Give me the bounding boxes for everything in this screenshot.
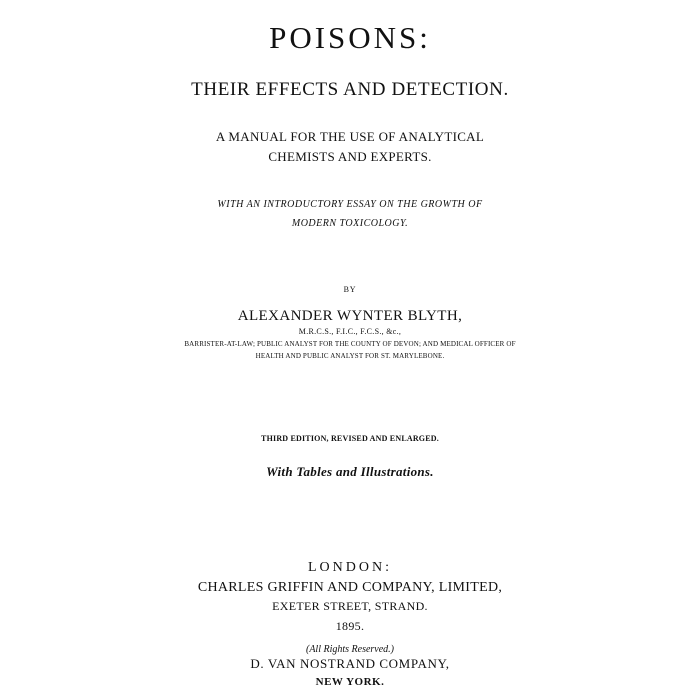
essay-line-2: MODERN TOXICOLOGY.: [291, 218, 409, 229]
book-title: POISONS:: [269, 20, 431, 55]
author-credentials-line-2: HEALTH AND PUBLIC ANALYST FOR ST. MARYLEBONE.: [255, 352, 445, 360]
by-label: BY: [343, 285, 357, 294]
author-credentials-line-1: BARRISTER-AT-LAW; PUBLIC ANALYST FOR THE COUNTY OF DEVON; AND MEDICAL OFFICER OF: [184, 340, 516, 348]
copublisher-city: NEW YORK.: [315, 676, 385, 688]
imprint-year: 1895.: [335, 619, 365, 633]
essay-line-1: WITH AN INTRODUCTORY ESSAY ON THE GROWTH OF: [217, 199, 483, 210]
description-line-2: CHEMISTS AND EXPERTS.: [268, 149, 432, 164]
imprint-city: LONDON:: [308, 560, 392, 575]
rights-statement: (All Rights Reserved.): [305, 644, 395, 655]
description-line-1: A MANUAL FOR THE USE OF ANALYTICAL: [215, 129, 485, 144]
imprint-publisher: CHARLES GRIFFIN AND COMPANY, LIMITED,: [197, 580, 503, 595]
copublisher-name: D. VAN NOSTRAND COMPANY,: [250, 656, 450, 671]
imprint-street: EXETER STREET, STRAND.: [272, 599, 428, 613]
author-name: ALEXANDER WYNTER BLYTH,: [237, 308, 463, 324]
book-subtitle: THEIR EFFECTS AND DETECTION.: [191, 79, 509, 100]
edition-statement: THIRD EDITION, REVISED AND ENLARGED.: [261, 434, 439, 443]
author-degrees: M.R.C.S., F.I.C., F.C.S., &c.,: [298, 327, 402, 336]
illustrations-statement: With Tables and Illustrations.: [266, 464, 434, 479]
